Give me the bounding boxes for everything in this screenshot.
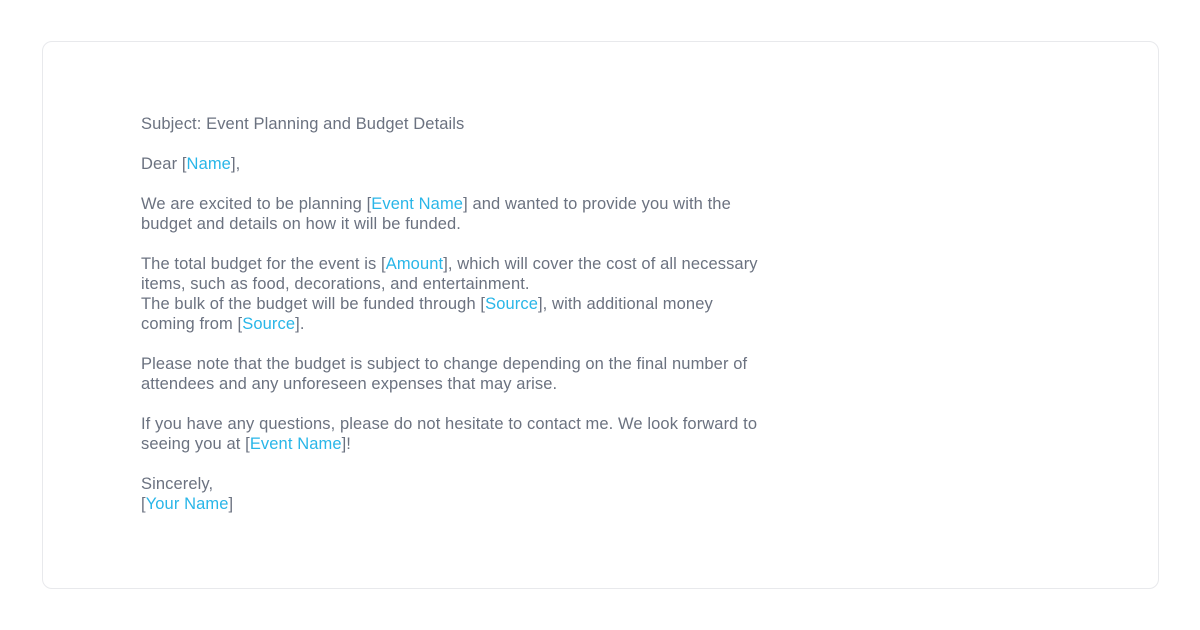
placeholder-event-name-1: Event Name [371,195,464,213]
greeting-prefix: Dear [ [141,155,187,173]
budget-line-2-part-2: ], with additional money coming from [ [141,295,718,333]
budget-line-2-part-3: ]. [295,315,305,333]
paragraph-intro [141,194,761,234]
greeting-line [141,154,761,174]
closing-signature [141,494,761,514]
paragraph-intro-part-2: ] and wanted to provide you with the budget and details on how it will be funded. [141,195,736,233]
greeting-suffix: ], [230,155,241,173]
placeholder-your-name: Your Name [145,495,229,513]
placeholder-event-name-2: Event Name [249,435,342,453]
signature-open-bracket: [ [141,495,146,513]
placeholder-source-1: Source [485,295,538,313]
budget-line-1 [141,254,761,294]
paragraph-questions [141,414,761,454]
paragraph-intro-part-1: We are excited to be planning [ [141,195,372,213]
placeholder-name: Name [186,155,231,173]
placeholder-amount: Amount [385,255,444,273]
closing-salutation: Sincerely, [141,475,214,493]
budget-line-2 [141,294,761,334]
paragraph-note: Please note that the budget is subject to change depending on the final number of attendees and any unforeseen expenses that may arise. [141,355,752,393]
placeholder-source-2: Source [242,315,296,333]
paragraph-questions-part-1: If you have any questions, please do not hesitate to contact me. We look forward to seeing you at [ [141,415,762,453]
budget-line-1-part-2: ], which will cover the cost of all necessary items, such as food, decorations, and entertainment. [141,255,763,293]
budget-line-1-part-1: The total budget for the event is [ [141,255,386,273]
signature-close-bracket: ] [228,495,234,513]
budget-line-2-part-1: The bulk of the budget will be funded through [ [141,295,486,313]
subject-line: Subject: Event Planning and Budget Details [141,115,465,133]
paragraph-budget [141,254,761,334]
email-body [141,114,761,514]
paragraph-questions-part-2: ]! [341,435,351,453]
closing-block [141,474,761,514]
document-card [42,41,1159,589]
